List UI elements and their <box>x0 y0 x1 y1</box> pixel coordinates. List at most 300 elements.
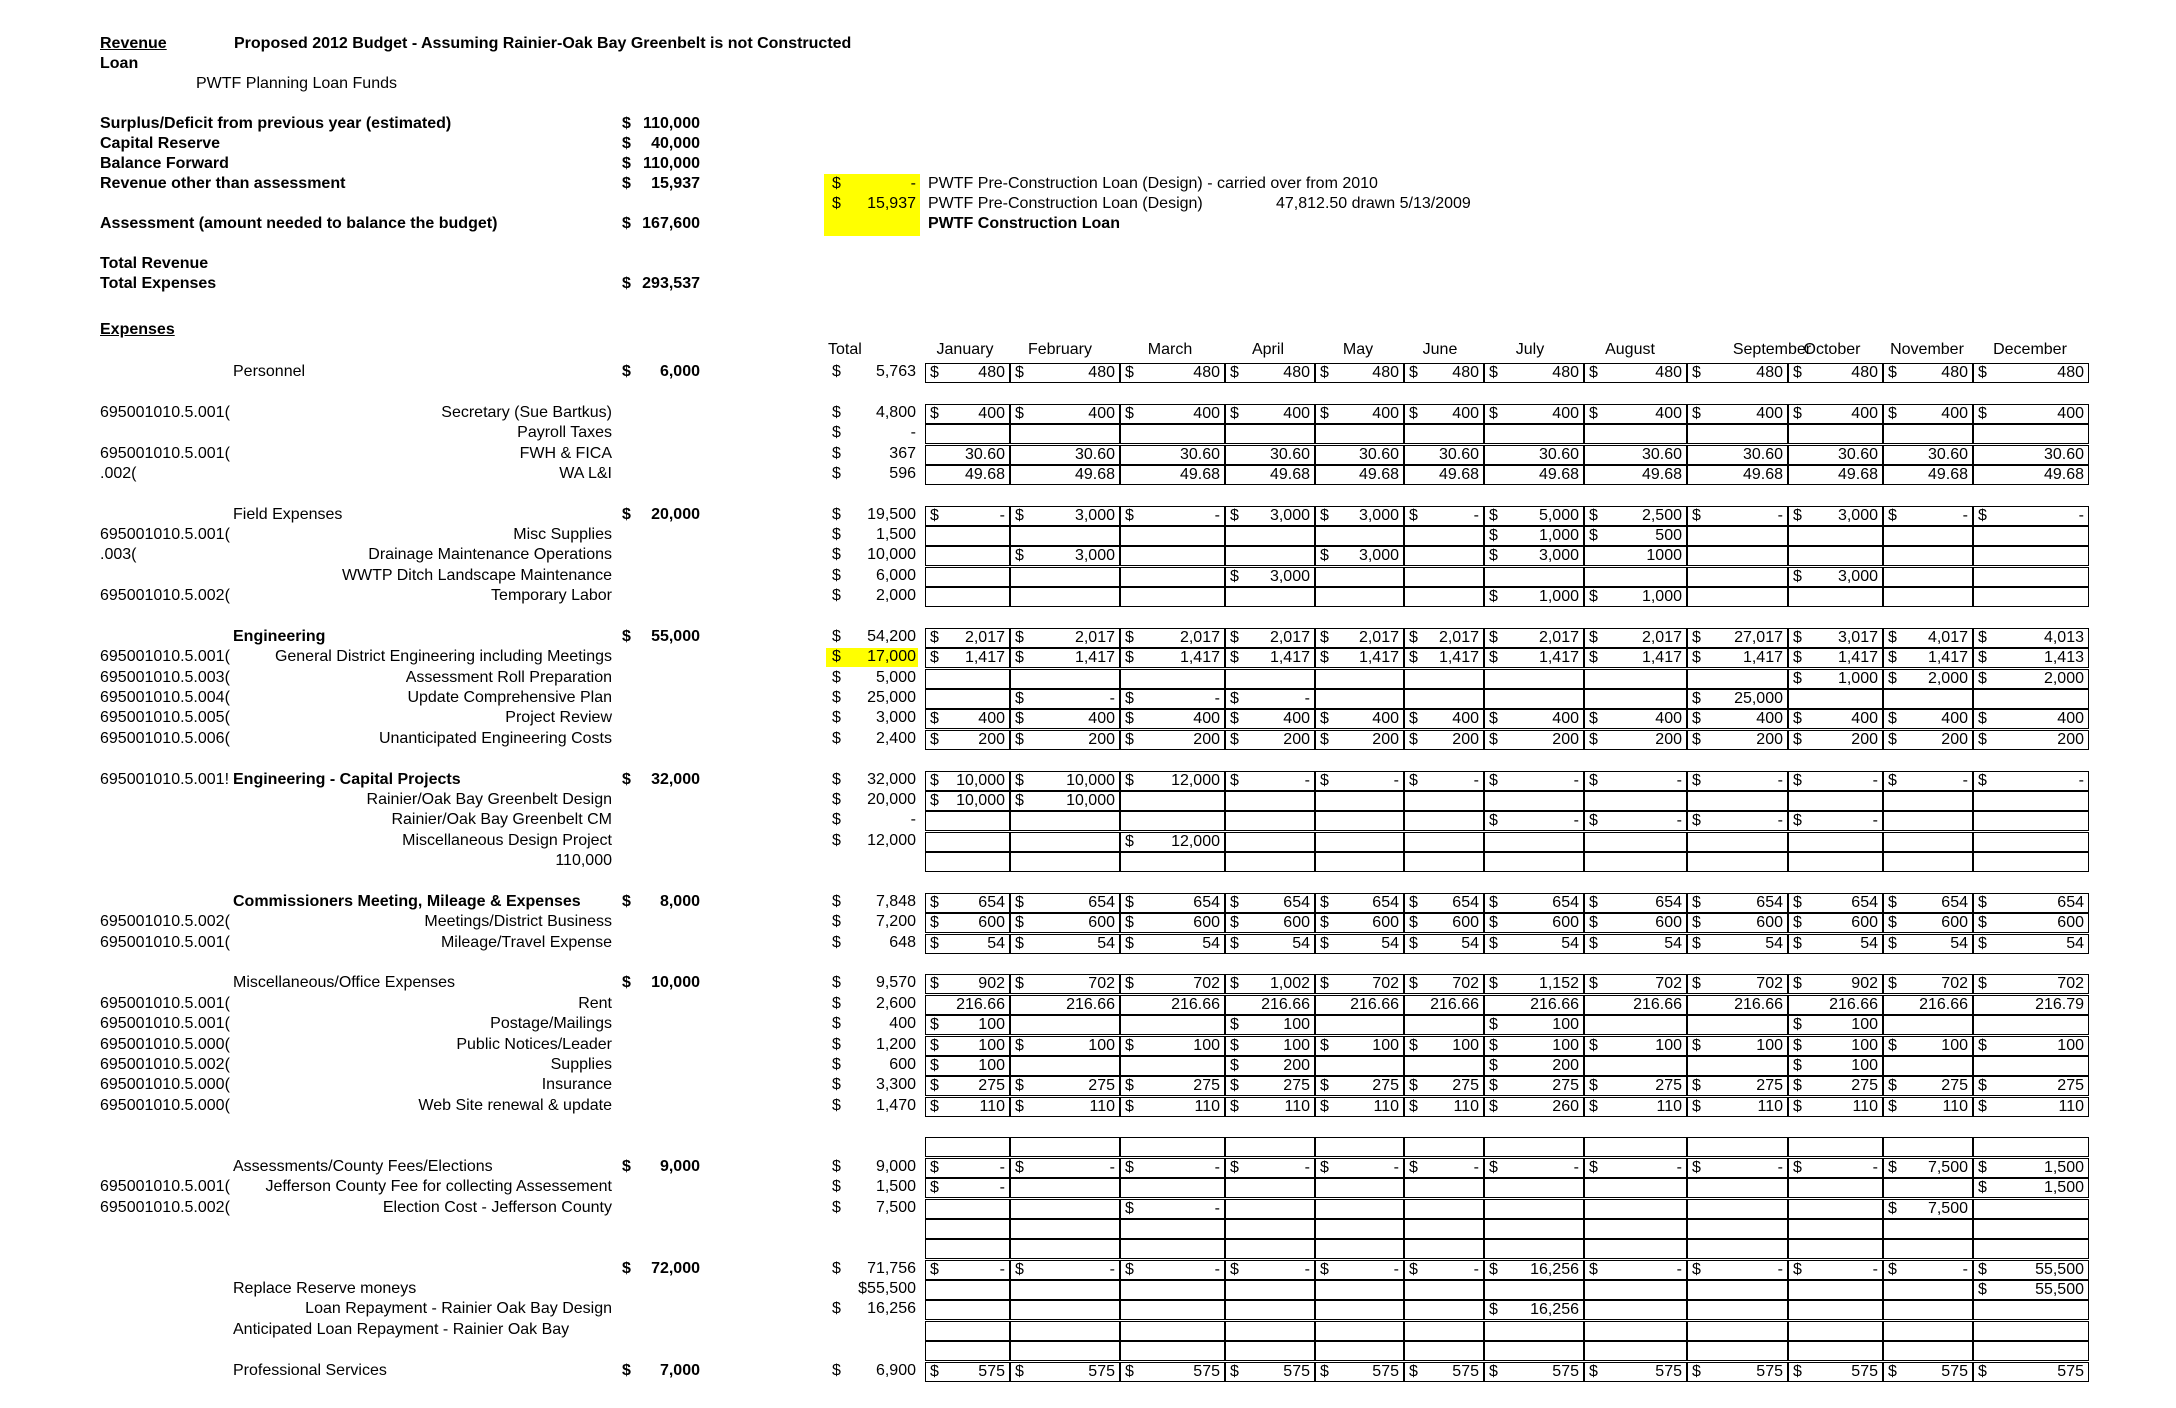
cell-value: 2,017 <box>1641 628 1682 646</box>
cell-currency: $ <box>1230 1260 1239 1278</box>
month-cell-september <box>1687 1300 1788 1320</box>
month-cell-may <box>1315 995 1404 1015</box>
month-cell-july <box>1484 689 1584 709</box>
month-cell-august <box>1584 1137 1687 1157</box>
cell-currency: $ <box>1125 1097 1134 1115</box>
month-cell-may <box>1315 1036 1404 1056</box>
month-cell-november <box>1883 1300 1973 1320</box>
cell-currency: $ <box>1589 527 1598 545</box>
month-cell-june <box>1404 832 1484 852</box>
cell-currency: $ <box>1692 730 1701 748</box>
month-cell-november <box>1883 465 1973 485</box>
summary-value: 15,937 <box>651 175 700 192</box>
cell-value: 7,500 <box>1927 1199 1968 1217</box>
month-cell-april <box>1225 689 1315 709</box>
month-cell-october <box>1788 1097 1883 1117</box>
cell-value: 902 <box>978 975 1005 993</box>
month-cell-october <box>1788 1341 1883 1361</box>
account-code: 695001010.5.006( <box>100 729 230 747</box>
month-cell-december <box>1973 852 2089 872</box>
month-cell-june <box>1404 1219 1484 1239</box>
cell-value: 600 <box>1088 914 1115 932</box>
month-cell-october <box>1788 628 1883 648</box>
cell-currency: $ <box>930 771 939 789</box>
cell-currency: $ <box>1978 1036 1987 1054</box>
month-cell-october <box>1788 1321 1883 1341</box>
month-cell-july <box>1484 1362 1584 1382</box>
cell-currency: $ <box>1230 1362 1239 1380</box>
cell-value: 200 <box>1283 1056 1310 1074</box>
month-cell-april <box>1225 567 1315 587</box>
cell-currency: $ <box>1978 628 1987 646</box>
cell-value: 902 <box>1851 975 1878 993</box>
cell-value: 400 <box>1941 404 1968 422</box>
cell-currency: $ <box>1015 1097 1024 1115</box>
expense-line-item: Temporary Labor <box>491 587 612 605</box>
month-cell-march <box>1120 974 1225 994</box>
cell-value: 275 <box>1851 1077 1878 1095</box>
cell-currency: $ <box>930 1056 939 1074</box>
month-cell-april <box>1225 1321 1315 1341</box>
cell-currency: $ <box>1978 404 1987 422</box>
month-cell-february <box>1010 1300 1120 1320</box>
cell-value: 1,002 <box>1269 975 1310 993</box>
cell-value: - <box>1872 1260 1878 1278</box>
month-cell-september <box>1687 1260 1788 1280</box>
month-cell-october <box>1788 1300 1883 1320</box>
month-cell-april <box>1225 587 1315 607</box>
cell-currency: $ <box>1409 649 1418 667</box>
cell-value: 49.68 <box>1074 465 1115 483</box>
month-cell-september <box>1687 363 1788 383</box>
month-cell-march <box>1120 1036 1225 1056</box>
cell-currency: $ <box>1230 364 1239 381</box>
cell-value: 480 <box>1452 364 1479 381</box>
account-code: 695001010.5.001( <box>100 994 230 1012</box>
month-cell-june <box>1404 689 1484 709</box>
cell-value: 49.68 <box>1538 465 1579 483</box>
month-cell-october <box>1788 913 1883 933</box>
month-cell-december <box>1973 1362 2089 1382</box>
month-cell-april <box>1225 709 1315 729</box>
cell-value: - <box>1777 1158 1783 1176</box>
cell-value: 575 <box>1283 1362 1310 1380</box>
month-cell-july <box>1484 628 1584 648</box>
cell-currency: $ <box>1978 1260 1987 1278</box>
cell-currency: $ <box>1015 771 1024 789</box>
month-cell-may <box>1315 893 1404 913</box>
month-cell-december <box>1973 811 2089 831</box>
cell-currency: $ <box>930 914 939 932</box>
cell-currency: $ <box>1015 690 1024 708</box>
month-cell-december <box>1973 995 2089 1015</box>
cell-currency: $ <box>1409 975 1418 993</box>
row-total: 12,000 <box>867 831 916 849</box>
month-header-february: February <box>1027 341 1093 358</box>
cell-value: 400 <box>1655 404 1682 422</box>
cell-currency: $ <box>1230 730 1239 748</box>
month-cell-december <box>1973 628 2089 648</box>
cell-value: 654 <box>1372 893 1399 911</box>
cell-value: 500 <box>1655 527 1682 545</box>
cell-value: 100 <box>1452 1036 1479 1054</box>
cell-value: 100 <box>2057 1036 2084 1054</box>
cell-currency: $ <box>1692 690 1701 708</box>
cell-currency: $ <box>1692 1097 1701 1115</box>
cell-value: 110 <box>1453 1097 1479 1115</box>
cell-value: 275 <box>1088 1077 1115 1095</box>
cell-value: 702 <box>1372 975 1399 993</box>
cell-currency: $ <box>1978 934 1987 952</box>
cell-value: 2,017 <box>1438 628 1479 646</box>
month-cell-february <box>1010 587 1120 607</box>
cell-currency: $ <box>1125 649 1134 667</box>
cell-currency: $ <box>1489 547 1498 565</box>
loan-draw-note: 47,812.50 drawn 5/13/2009 <box>1276 195 1471 212</box>
month-cell-july <box>1484 546 1584 566</box>
account-code: 695001010.5.000( <box>100 1035 230 1053</box>
month-cell-november <box>1883 1362 1973 1382</box>
cell-currency: $ <box>1589 506 1598 524</box>
month-cell-july <box>1484 1036 1584 1056</box>
cell-currency: $ <box>1489 914 1498 932</box>
cell-currency: $ <box>1125 934 1134 952</box>
month-cell-october <box>1788 934 1883 954</box>
month-cell-december <box>1973 526 2089 546</box>
month-cell-september <box>1687 893 1788 913</box>
cell-currency: $ <box>1230 1097 1239 1115</box>
month-cell-november <box>1883 852 1973 872</box>
cell-currency: $ <box>1888 730 1897 748</box>
month-cell-april <box>1225 1178 1315 1198</box>
cell-value: 49.68 <box>1927 465 1968 483</box>
cell-currency: $ <box>1793 506 1802 524</box>
month-cell-august <box>1584 771 1687 791</box>
month-cell-november <box>1883 709 1973 729</box>
cell-value: - <box>999 1260 1005 1278</box>
cell-value: 216.66 <box>1430 995 1479 1013</box>
month-cell-may <box>1315 587 1404 607</box>
month-cell-november <box>1883 934 1973 954</box>
cell-value: 30.60 <box>1837 445 1878 463</box>
month-cell-february <box>1010 567 1120 587</box>
cell-currency: $ <box>1125 1199 1134 1217</box>
cell-value: 480 <box>1851 364 1878 381</box>
month-cell-july <box>1484 832 1584 852</box>
month-cell-april <box>1225 1362 1315 1382</box>
month-cell-july <box>1484 465 1584 485</box>
cell-currency: $ <box>1409 893 1418 911</box>
budget-currency: $ <box>622 892 631 910</box>
month-cell-february <box>1010 1341 1120 1361</box>
month-cell-april <box>1225 811 1315 831</box>
month-cell-november <box>1883 1137 1973 1157</box>
cell-currency: $ <box>1692 914 1701 932</box>
cell-value: 216.66 <box>1734 995 1783 1013</box>
month-cell-march <box>1120 1300 1225 1320</box>
month-cell-march <box>1120 465 1225 485</box>
month-cell-february <box>1010 363 1120 383</box>
month-cell-january <box>925 791 1010 811</box>
summary-label: Balance Forward <box>100 155 229 172</box>
month-cell-may <box>1315 404 1404 424</box>
month-cell-march <box>1120 669 1225 689</box>
cell-value: 100 <box>1851 1036 1878 1054</box>
cell-value: 1,417 <box>1358 649 1399 667</box>
month-cell-may <box>1315 1321 1404 1341</box>
cell-value: 216.66 <box>1829 995 1878 1013</box>
cell-currency: $ <box>1888 914 1897 932</box>
cell-currency: $ <box>1793 975 1802 993</box>
expense-line-item: Assessment Roll Preparation <box>405 668 612 686</box>
month-cell-october <box>1788 995 1883 1015</box>
month-cell-march <box>1120 526 1225 546</box>
month-cell-november <box>1883 832 1973 852</box>
total-currency: $ <box>832 526 841 544</box>
month-cell-november <box>1883 689 1973 709</box>
account-code: 695001010.5.001( <box>100 933 230 951</box>
month-cell-april <box>1225 1239 1315 1259</box>
month-cell-april <box>1225 832 1315 852</box>
month-cell-june <box>1404 1097 1484 1117</box>
budget-amount: 20,000 <box>651 505 700 523</box>
account-code: 695001010.5.001! <box>100 770 230 788</box>
month-cell-july <box>1484 506 1584 526</box>
month-cell-february <box>1010 1362 1120 1382</box>
month-cell-february <box>1010 1076 1120 1096</box>
month-cell-september <box>1687 913 1788 933</box>
month-cell-april <box>1225 363 1315 383</box>
cell-currency: $ <box>1793 1077 1802 1095</box>
month-cell-may <box>1315 730 1404 750</box>
cell-currency: $ <box>1589 914 1598 932</box>
cell-value: 30.60 <box>1927 445 1968 463</box>
month-cell-march <box>1120 1280 1225 1300</box>
month-cell-april <box>1225 1341 1315 1361</box>
month-cell-may <box>1315 546 1404 566</box>
total-currency: $ <box>832 566 841 584</box>
cell-value: 3,000 <box>1269 506 1310 524</box>
cell-value: 30.60 <box>964 445 1005 463</box>
cell-currency: $ <box>1888 893 1897 911</box>
month-cell-november <box>1883 995 1973 1015</box>
month-cell-may <box>1315 1056 1404 1076</box>
month-cell-october <box>1788 1137 1883 1157</box>
month-cell-november <box>1883 771 1973 791</box>
cell-value: - <box>1109 690 1115 708</box>
month-cell-january <box>925 1362 1010 1382</box>
month-cell-july <box>1484 648 1584 668</box>
cell-value: 600 <box>2057 914 2084 932</box>
month-cell-february <box>1010 893 1120 913</box>
row-total: 9,000 <box>875 1157 916 1175</box>
cell-value: 654 <box>1756 893 1783 911</box>
total-currency: $ <box>832 668 841 686</box>
cell-currency: $ <box>1888 1260 1897 1278</box>
budget-currency: $ <box>622 1259 631 1277</box>
month-cell-may <box>1315 526 1404 546</box>
month-cell-january <box>925 404 1010 424</box>
cell-value: 1,417 <box>1179 649 1220 667</box>
cell-value: - <box>1214 1260 1220 1278</box>
expense-line-item: Payroll Taxes <box>517 424 612 442</box>
month-cell-december <box>1973 1015 2089 1035</box>
cell-value: 200 <box>1452 730 1479 748</box>
row-total: 5,763 <box>875 363 916 380</box>
month-cell-july <box>1484 567 1584 587</box>
cell-value: 400 <box>1193 710 1220 728</box>
month-cell-april <box>1225 1300 1315 1320</box>
cell-value: 600 <box>1941 914 1968 932</box>
cell-value: 54 <box>1461 934 1479 952</box>
cell-currency: $ <box>1692 364 1701 381</box>
cell-value: 49.68 <box>964 465 1005 483</box>
month-cell-august <box>1584 465 1687 485</box>
cell-currency: $ <box>1888 771 1897 789</box>
month-cell-july <box>1484 709 1584 729</box>
cell-currency: $ <box>1888 710 1897 728</box>
month-cell-april <box>1225 1280 1315 1300</box>
cell-value: 49.68 <box>2043 465 2084 483</box>
month-cell-august <box>1584 1158 1687 1178</box>
expense-line-item: Rainier/Oak Bay Greenbelt CM <box>391 811 612 829</box>
account-code: 695001010.5.004( <box>100 689 230 707</box>
cell-value: 30.60 <box>1179 445 1220 463</box>
cell-currency: $ <box>1125 1036 1134 1054</box>
cell-value: 1,417 <box>1269 649 1310 667</box>
cell-value: 480 <box>2057 364 2084 381</box>
row-total: 3,300 <box>875 1076 916 1094</box>
cell-value: 3,000 <box>1074 506 1115 524</box>
cell-value: 654 <box>978 893 1005 911</box>
month-cell-august <box>1584 1056 1687 1076</box>
cell-currency: $ <box>1793 628 1802 646</box>
expenses-heading: Expenses <box>100 321 175 338</box>
cell-value: 16,256 <box>1530 1260 1579 1278</box>
cell-currency: $ <box>1692 1362 1701 1380</box>
cell-value: 575 <box>1452 1362 1479 1380</box>
cell-value: - <box>1573 1158 1579 1176</box>
month-cell-march <box>1120 404 1225 424</box>
month-cell-april <box>1225 445 1315 465</box>
month-cell-july <box>1484 893 1584 913</box>
cell-value: 400 <box>2057 404 2084 422</box>
month-cell-june <box>1404 1158 1484 1178</box>
month-cell-october <box>1788 546 1883 566</box>
month-cell-february <box>1010 974 1120 994</box>
month-cell-july <box>1484 791 1584 811</box>
cell-currency: $ <box>930 975 939 993</box>
month-cell-february <box>1010 1178 1120 1198</box>
month-cell-april <box>1225 995 1315 1015</box>
cell-currency: $ <box>1589 588 1598 606</box>
cell-currency: $ <box>1489 1077 1498 1095</box>
month-cell-october <box>1788 587 1883 607</box>
month-cell-march <box>1120 832 1225 852</box>
cell-currency: $ <box>1489 527 1498 545</box>
cell-currency: $ <box>1888 364 1897 381</box>
month-cell-september <box>1687 1036 1788 1056</box>
expense-category: Replace Reserve moneys <box>233 1280 417 1298</box>
month-header-july: July <box>1515 341 1545 358</box>
cell-value: 2,017 <box>964 628 1005 646</box>
cell-currency: $ <box>1015 914 1024 932</box>
expense-line-item: Unanticipated Engineering Costs <box>378 729 612 747</box>
loan-currency: $ <box>832 175 841 192</box>
row-total: 17,000 <box>867 648 916 666</box>
cell-currency: $ <box>1015 1036 1024 1054</box>
cell-value: 480 <box>1756 364 1783 381</box>
cell-value: - <box>1573 771 1579 789</box>
cell-currency: $ <box>1589 364 1598 381</box>
month-cell-march <box>1120 1158 1225 1178</box>
cell-currency: $ <box>1125 730 1134 748</box>
expense-line-item: Insurance <box>541 1076 612 1094</box>
month-cell-july <box>1484 852 1584 872</box>
month-cell-november <box>1883 363 1973 383</box>
month-cell-april <box>1225 506 1315 526</box>
month-cell-june <box>1404 1321 1484 1341</box>
cell-currency: $ <box>1589 812 1598 830</box>
month-cell-august <box>1584 934 1687 954</box>
cell-currency: $ <box>1888 404 1897 422</box>
cell-value: 654 <box>1452 893 1479 911</box>
month-cell-march <box>1120 445 1225 465</box>
month-cell-september <box>1687 1178 1788 1198</box>
cell-currency: $ <box>1489 1301 1498 1319</box>
month-cell-april <box>1225 1199 1315 1219</box>
cell-value: - <box>999 1179 1005 1197</box>
cell-currency: $ <box>1888 506 1897 524</box>
cell-value: 2,017 <box>1074 628 1115 646</box>
cell-value: 100 <box>1552 1016 1579 1034</box>
cell-value: 100 <box>1283 1036 1310 1054</box>
row-total: 1,500 <box>875 526 916 544</box>
cell-value: 600 <box>1851 914 1878 932</box>
month-cell-january <box>925 832 1010 852</box>
cell-value: 480 <box>1941 364 1968 381</box>
row-total: 400 <box>889 1015 916 1033</box>
cell-value: 110 <box>1194 1097 1220 1115</box>
summary-currency: $ <box>622 115 631 132</box>
cell-value: 200 <box>1088 730 1115 748</box>
cell-value: - <box>1473 1158 1479 1176</box>
month-cell-may <box>1315 1158 1404 1178</box>
total-currency: $ <box>832 505 841 523</box>
cell-currency: $ <box>1015 628 1024 646</box>
cell-currency: $ <box>1230 934 1239 952</box>
cell-currency: $ <box>1320 506 1329 524</box>
month-cell-april <box>1225 1219 1315 1239</box>
month-cell-december <box>1973 689 2089 709</box>
month-cell-february <box>1010 730 1120 750</box>
month-cell-january <box>925 465 1010 485</box>
cell-currency: $ <box>1320 1077 1329 1095</box>
cell-currency: $ <box>1320 547 1329 565</box>
month-cell-november <box>1883 526 1973 546</box>
month-cell-march <box>1120 567 1225 587</box>
cell-currency: $ <box>1489 1036 1498 1054</box>
month-cell-december <box>1973 1341 2089 1361</box>
budget-currency: $ <box>622 505 631 523</box>
month-cell-march <box>1120 1362 1225 1382</box>
month-cell-january <box>925 852 1010 872</box>
month-cell-october <box>1788 648 1883 668</box>
cell-currency: $ <box>1589 649 1598 667</box>
month-cell-may <box>1315 1199 1404 1219</box>
cell-value: 2,500 <box>1641 506 1682 524</box>
cell-value: 1,500 <box>2043 1179 2084 1197</box>
